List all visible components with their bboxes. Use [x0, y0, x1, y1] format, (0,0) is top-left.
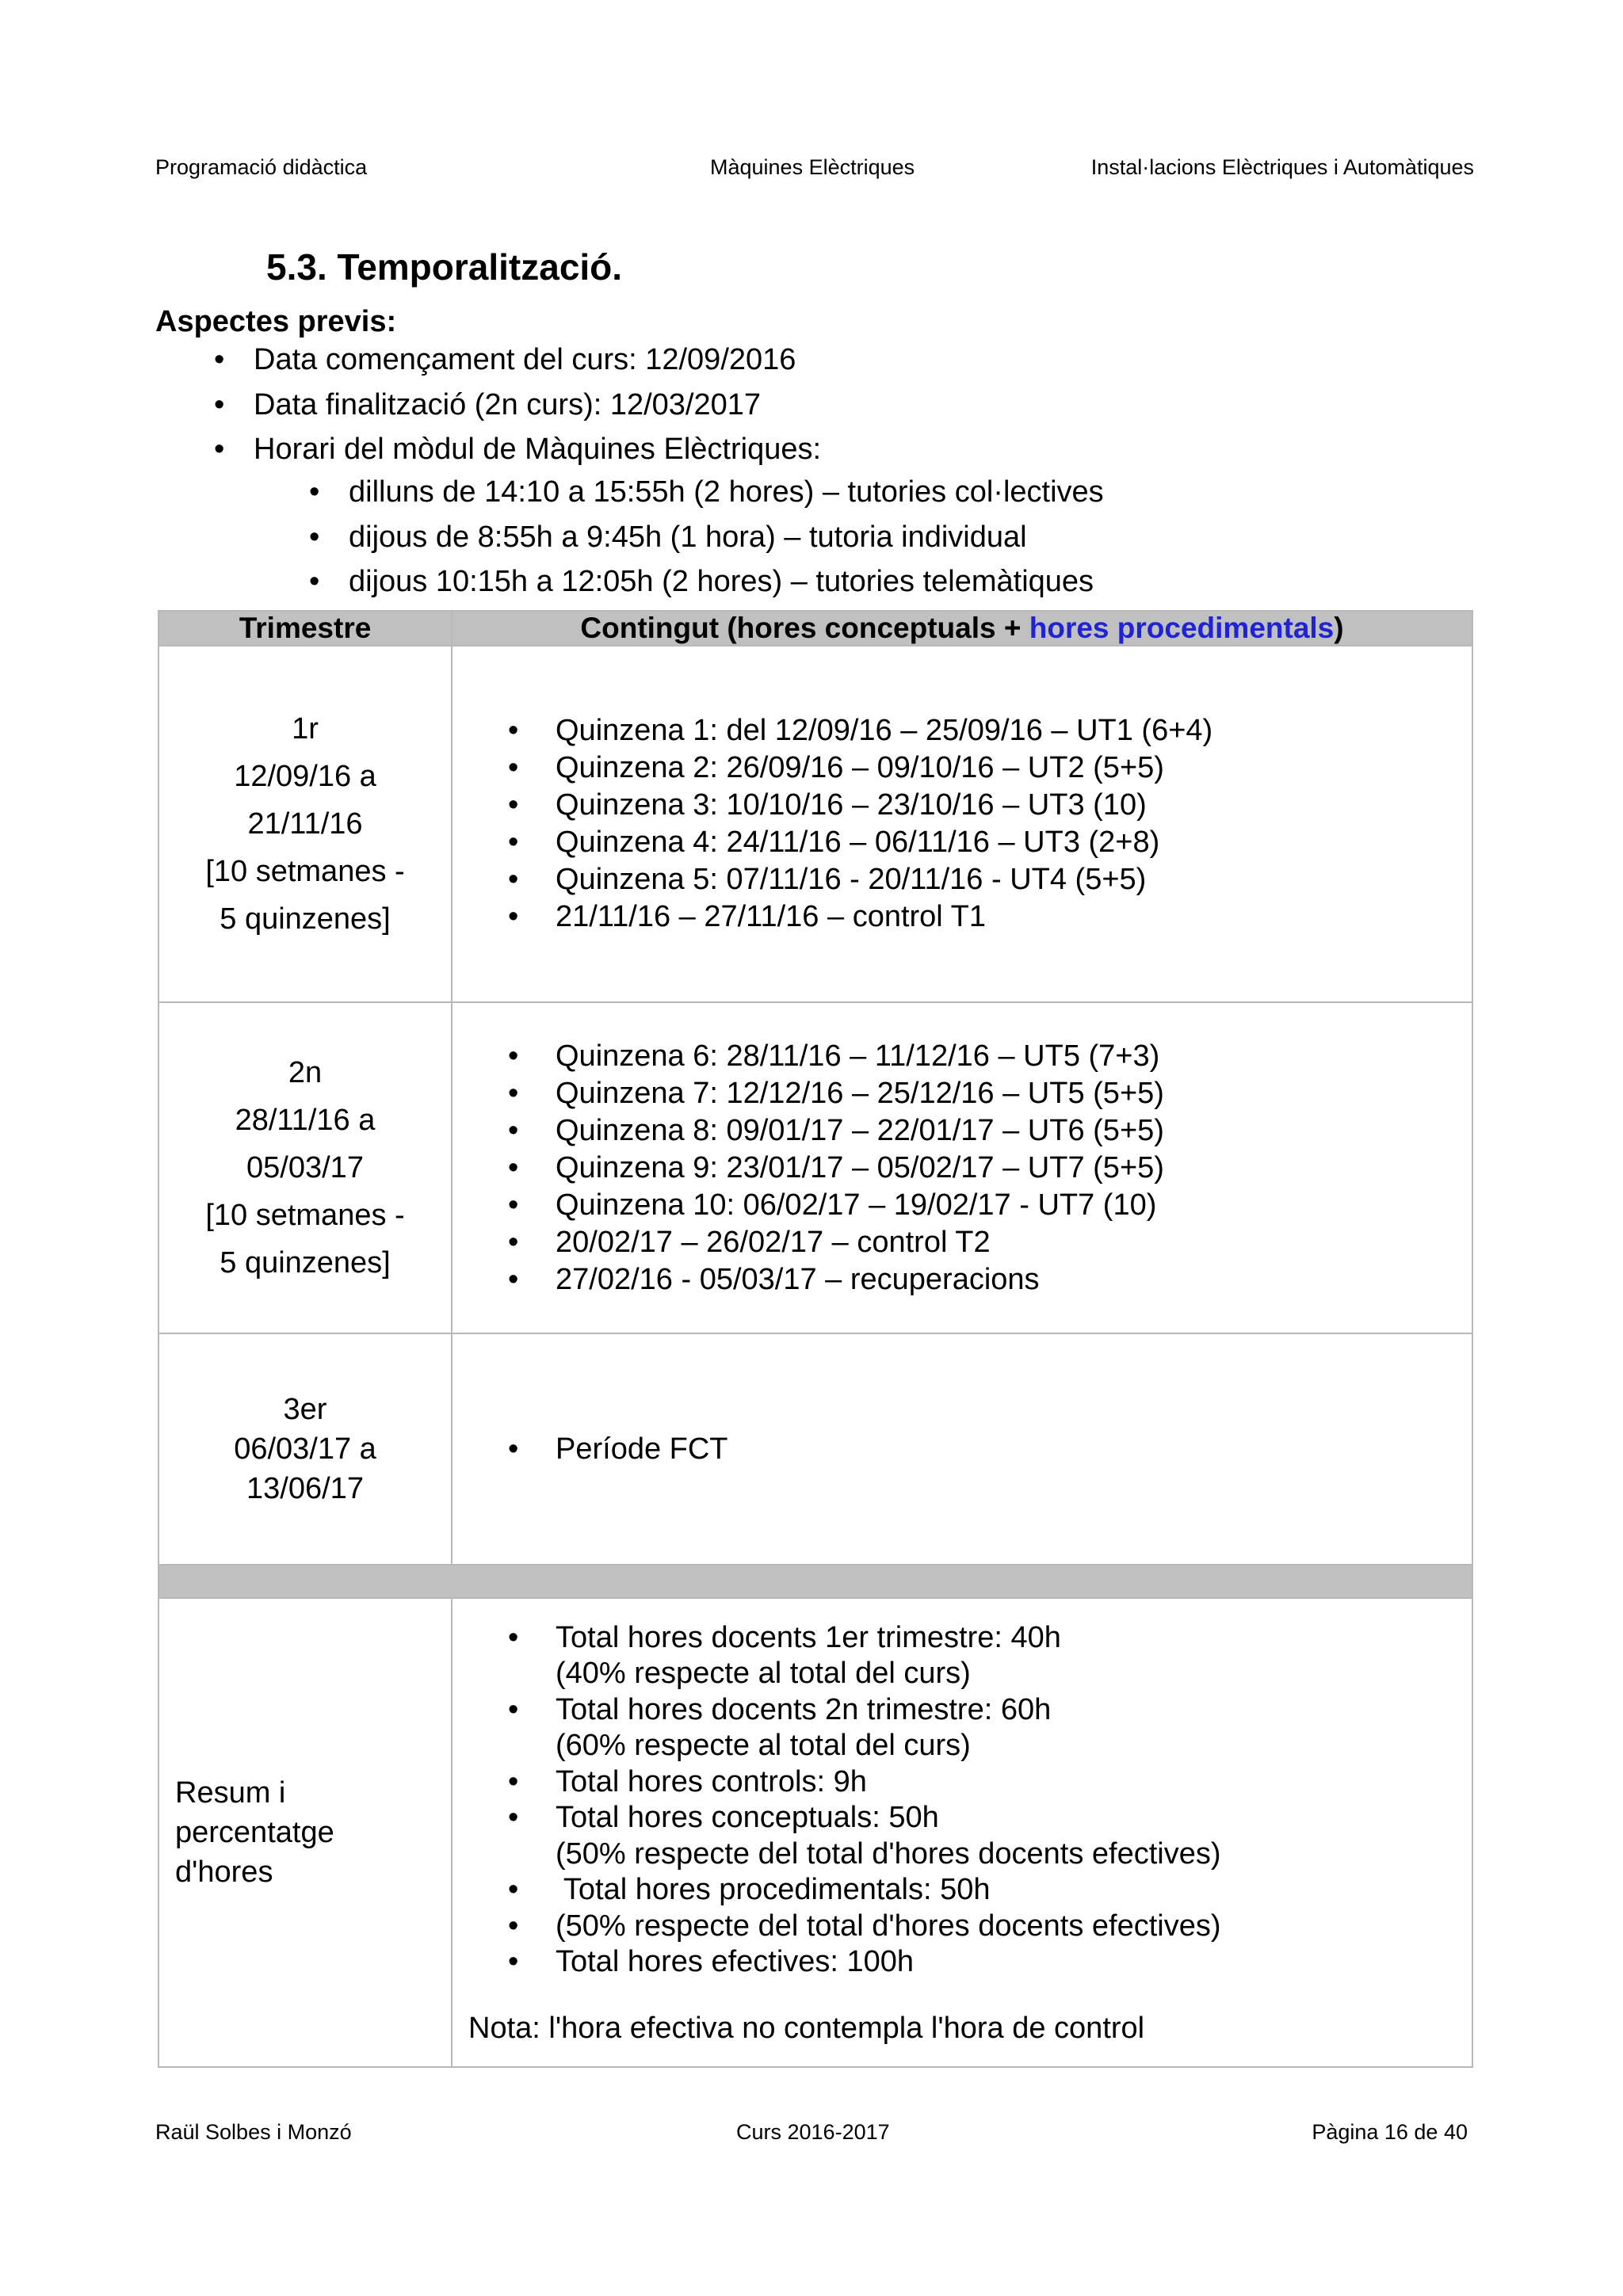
footer-left: Raül Solbes i Monzó [155, 2120, 352, 2144]
footer-right: Pàgina 16 de 40 [1312, 2120, 1468, 2144]
trimestre-line: 3er [283, 1393, 327, 1426]
trimestre-line: [10 setmanes - [205, 855, 405, 888]
list-item: • Quinzena 10: 06/02/17 – 19/02/17 - UT7 (10) [508, 1187, 1472, 1224]
list-item: • Quinzena 1: del 12/09/16 – 25/09/16 – UT1 (6+4) [508, 712, 1472, 749]
quinzena-list [453, 1038, 1472, 1299]
list-item: • 20/02/17 – 26/02/17 – control T2 [508, 1224, 1472, 1261]
col-header-highlight: hores procedimentals [1029, 612, 1335, 644]
list-item: • (50% respecte del total d'hores docents efectives) [508, 1909, 1472, 1945]
list-item: • Data finalització (2n curs): 12/03/2017 [214, 388, 821, 433]
trimestre-line: 5 quinzenes] [220, 902, 391, 936]
list-item: • Total hores conceptuals: 50h [508, 1800, 1472, 1836]
contingut-cell [452, 1333, 1472, 1565]
list-item: • Quinzena 8: 09/01/17 – 22/01/17 – UT6 (5+5) [508, 1112, 1472, 1150]
resum-content-cell [452, 1598, 1472, 2067]
list-item-continuation: (40% respecte al total del curs) [556, 1657, 971, 1690]
list-item: • Quinzena 2: 26/09/16 – 09/10/16 – UT2 (5+5) [508, 749, 1472, 787]
header-right: Instal·lacions Elèctriques i Automàtiques [1090, 155, 1474, 179]
trimestre-line: 12/09/16 a [234, 760, 376, 793]
list-item: • Total hores procedimentals: 50h [508, 1872, 1472, 1909]
trimestre-line: 13/06/17 [246, 1472, 364, 1505]
contingut-cell [452, 1002, 1472, 1333]
col-header-close: ) [1334, 612, 1344, 644]
trimestre-line: 06/03/17 a [234, 1432, 376, 1466]
list-item: • Quinzena 5: 07/11/16 - 20/11/16 - UT4 (5+5) [508, 861, 1472, 898]
list-item: • 21/11/16 – 27/11/16 – control T1 [508, 898, 1472, 936]
resum-label-line: percentatge [175, 1816, 334, 1849]
list-item: • 27/02/16 - 05/03/17 – recuperacions [508, 1261, 1472, 1299]
table-row [158, 646, 1472, 1002]
sub-bullet-list [309, 475, 1104, 610]
list-item: • Quinzena 6: 28/11/16 – 11/12/16 – UT5 (7+3) [508, 1038, 1472, 1075]
list-item: • Quinzena 7: 12/12/16 – 25/12/16 – UT5 (5+5) [508, 1075, 1472, 1112]
list-item: • Horari del mòdul de Màquines Elèctriques: [214, 433, 821, 478]
bullet-list [214, 343, 821, 478]
col-header-text: Contingut (hores conceptuals + [580, 612, 1029, 644]
list-item: • Quinzena 9: 23/01/17 – 05/02/17 – UT7 (5+5) [508, 1150, 1472, 1187]
trimestre-line: 28/11/16 a [235, 1104, 376, 1137]
list-item: • Període FCT [508, 1431, 1472, 1468]
contingut-cell [452, 646, 1472, 1002]
resum-label-line: Resum i [175, 1776, 286, 1810]
resum-row [158, 1598, 1472, 2067]
quinzena-list [453, 712, 1472, 936]
table-header-row [158, 611, 1472, 646]
table-row [158, 1002, 1472, 1333]
list-item: • dilluns de 14:10 a 15:55h (2 hores) – tutories col·lectives [309, 475, 1104, 521]
header-left: Programació didàctica [155, 155, 368, 179]
trimestre-line: 5 quinzenes] [220, 1246, 391, 1280]
list-item: • dijous 10:15h a 12:05h (2 hores) – tutories telemàtiques [309, 565, 1104, 610]
fct-list [453, 1431, 1472, 1468]
list-item-continuation: (60% respecte al total del curs) [556, 1729, 971, 1762]
subheading: Aspectes previs: [155, 305, 397, 338]
trimestre-cell [158, 1002, 452, 1333]
trimestre-line: 1r [292, 712, 319, 746]
header-center: Màquines Elèctriques [710, 155, 915, 179]
list-item: • dijous de 8:55h a 9:45h (1 hora) – tutoria individual [309, 521, 1104, 566]
table-row [158, 1333, 1472, 1565]
list-item: • Total hores docents 2n trimestre: 60h [508, 1692, 1472, 1729]
col-header-trimestre: Trimestre [158, 611, 452, 646]
list-item: • Total hores docents 1er trimestre: 40h [508, 1620, 1472, 1657]
resum-list [453, 1620, 1472, 1981]
footer-center: Curs 2016-2017 [736, 2120, 890, 2144]
list-item: • Total hores efectives: 100h [508, 1944, 1472, 1981]
separator-row [158, 1565, 1472, 1598]
trimestre-cell [158, 646, 452, 1002]
list-item: • Quinzena 4: 24/11/16 – 06/11/16 – UT3 (2+8) [508, 824, 1472, 861]
resum-label-line: d'hores [175, 1855, 273, 1889]
trimestre-line: 05/03/17 [246, 1151, 364, 1184]
trimestre-line: 21/11/16 [247, 807, 363, 841]
col-header-contingut [452, 611, 1472, 646]
list-item-continuation: (50% respecte del total d'hores docents efectives) [556, 1836, 1221, 1871]
nota-text: Nota: l'hora efectiva no contempla l'hora de control [468, 2011, 1145, 2045]
page-header [155, 155, 1474, 187]
section-title: 5.3. Temporalització. [266, 246, 623, 288]
list-item: • Total hores controls: 9h [508, 1764, 1472, 1801]
resum-label-cell [158, 1598, 452, 2067]
trimestre-line: [10 setmanes - [205, 1199, 405, 1232]
trimestre-cell [158, 1333, 452, 1565]
schedule-table [158, 610, 1473, 2068]
list-item: • Data començament del curs: 12/09/2016 [214, 343, 821, 388]
trimestre-line: 2n [288, 1056, 323, 1089]
list-item: • Quinzena 3: 10/10/16 – 23/10/16 – UT3 (10) [508, 787, 1472, 824]
separator-cell [158, 1565, 1472, 1598]
page-footer [155, 2120, 1468, 2152]
